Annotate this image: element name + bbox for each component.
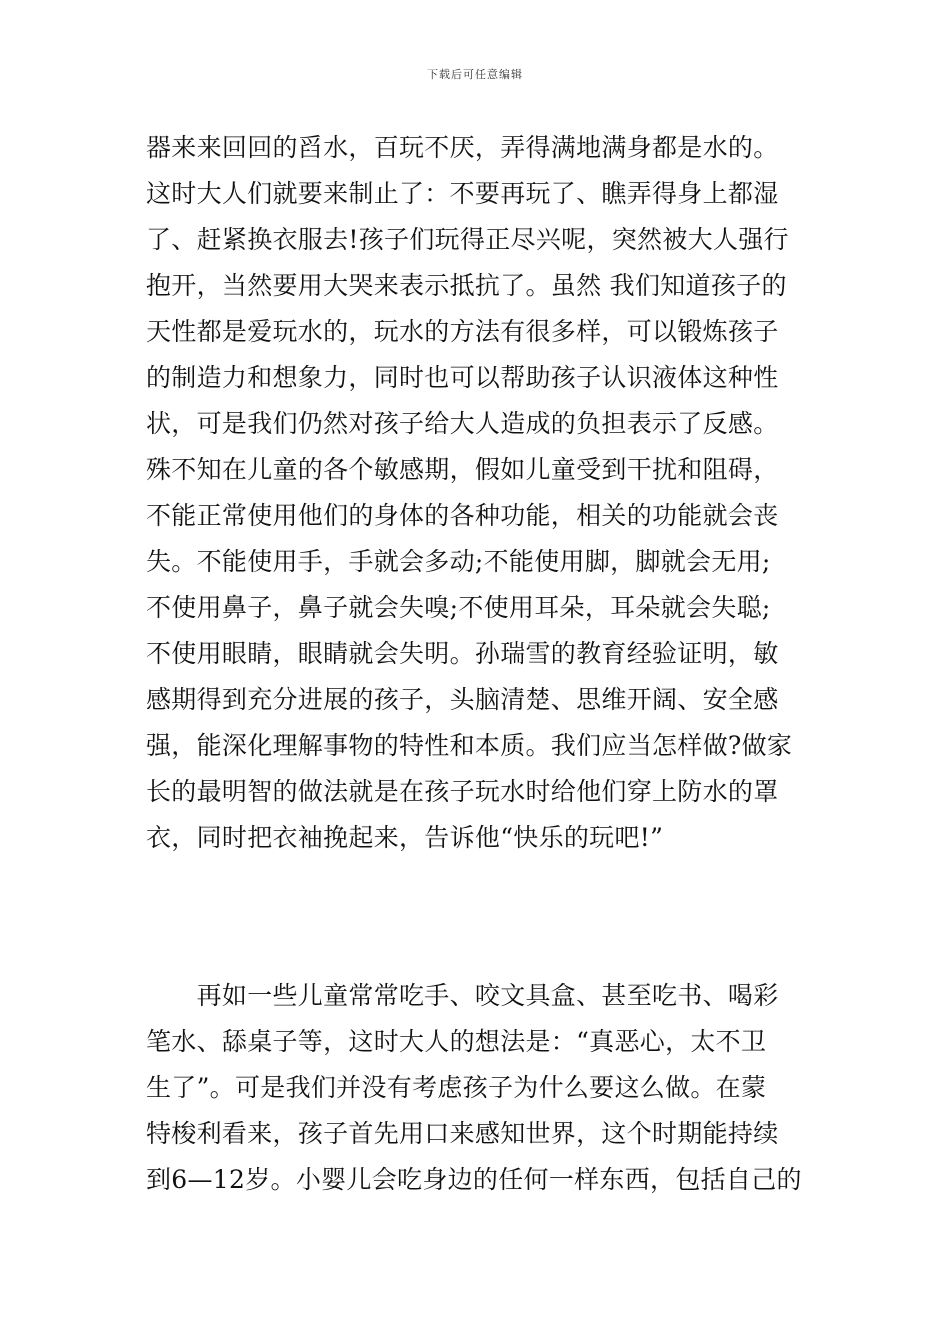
text-line: 强，能深化理解事物的特性和本质。我们应当怎样做?做家 xyxy=(146,731,793,760)
text-line: 长的最明智的做法就是在孩子玩水时给他们穿上防水的罩 xyxy=(146,777,779,806)
text-line: 到6—12岁。小婴儿会吃身边的任何一样东西，包括自己的 xyxy=(146,1165,802,1194)
paragraph-1 xyxy=(146,125,810,861)
text-line: 器来来回回的舀水，百玩不厌，弄得满地满身都是水的。 xyxy=(146,133,779,162)
text-line: 殊不知在儿童的各个敏感期，假如儿童受到干扰和阻碍， xyxy=(146,455,779,484)
text-line: 生了”。可是我们并没有考虑孩子为什么要这么做。在蒙 xyxy=(146,1073,767,1102)
text-line: 特梭利看来，孩子首先用口来感知世界，这个时期能持续 xyxy=(146,1119,779,1148)
text-line: 了、赶紧换衣服去!孩子们玩得正尽兴呢，突然被大人强行 xyxy=(146,225,789,254)
text-line: 失。不能使用手，手就会多动;不能使用脚，脚就会无用; xyxy=(146,547,771,576)
text-line: 感期得到充分进展的孩子，头脑清楚、思维开阔、安全感 xyxy=(146,685,779,714)
page-header: 下载后可任意编辑 xyxy=(427,68,523,81)
text-line: 天性都是爱玩水的，玩水的方法有很多样，可以锻炼孩子 xyxy=(146,317,779,346)
text-line: 衣，同时把衣袖挽起来，告诉他“快乐的玩吧!” xyxy=(146,823,664,852)
paragraph-2 xyxy=(146,973,810,1203)
text-line: 状，可是我们仍然对孩子给大人造成的负担表示了反感。 xyxy=(146,409,779,438)
text-line: 不使用鼻子，鼻子就会失嗅;不使用耳朵，耳朵就会失聪; xyxy=(146,593,771,622)
text-line: 不能正常使用他们的身体的各种功能，相关的功能就会丧 xyxy=(146,501,779,530)
text-line: 的制造力和想象力，同时也可以帮助孩子认识液体这种性 xyxy=(146,363,779,392)
text-line: 笔水、舔桌子等，这时大人的想法是：“真恶心，太不卫 xyxy=(146,1027,767,1056)
text-line: 这时大人们就要来制止了：不要再玩了、瞧弄得身上都湿 xyxy=(146,179,779,208)
text-line: 抱开，当然要用大哭来表示抵抗了。虽然 我们知道孩子的 xyxy=(146,271,787,300)
text-line: 不使用眼睛，眼睛就会失明。孙瑞雪的教育经验证明，敏 xyxy=(146,639,779,668)
text-line: 再如一些儿童常常吃手、咬文具盒、甚至吃书、喝彩 xyxy=(146,981,779,1010)
